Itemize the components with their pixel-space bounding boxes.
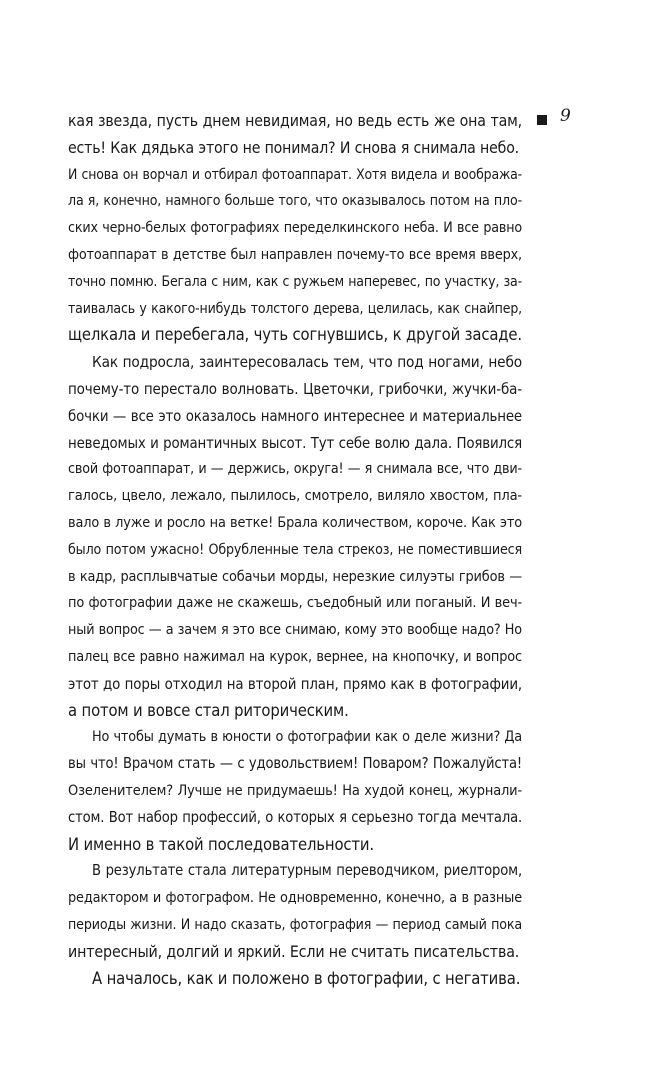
text-line: по фотографии даже не скажешь, съедобный или поганый. И веч-: [68, 595, 522, 612]
text-line: А началось, как и положено в фотографии, с негатива.: [92, 968, 521, 988]
text-line: И именно в такой последовательности.: [68, 834, 374, 854]
text-line: Как подросла, заинтересовалась тем, что под ногами, небо: [92, 353, 522, 372]
body-text: [68, 108, 522, 992]
text-line: щелкала и перебегала, чуть согнувшись, к другой засаде.: [68, 325, 522, 345]
text-line: И снова он ворчал и отбирал фотоаппарат. Хотя видела и вообража-: [68, 166, 522, 183]
text-line: неведомых и романтичных высот. Тут себе волю дала. Появился: [68, 433, 522, 452]
text-line: периоды жизни. И надо сказать, фотография — период самый пока: [68, 916, 522, 933]
text-line: в кадр, расплывчатые собачьи морды, нерезкие силуэты грибов —: [68, 568, 522, 585]
text-line: Озеленителем? Лучше не придумаешь! На худой конец, журнали-: [68, 782, 522, 799]
text-line: редактором и фотографом. Не одновременно, конечно, а в разные: [68, 890, 522, 907]
text-line: а потом и вовсе стал риторическим.: [68, 700, 349, 720]
text-line: вы что! Врачом стать — с удовольствием! Поваром? Пожалуйста!: [68, 755, 522, 773]
text-line: почему-то перестало волновать. Цветочки, грибочки, жучки-ба-: [68, 379, 522, 398]
text-line: есть! Как дядька этого не понимал? И снова я снимала небо.: [68, 137, 520, 157]
page-marker-square: [537, 115, 547, 125]
text-line: Но чтобы думать в юности о фотографии как о деле жизни? Да: [92, 729, 522, 746]
text-line: В результате стала литературным переводчиком, риелтором,: [92, 862, 522, 880]
text-line: ла я, конечно, намного больше того, что оказывалось потом на пло-: [68, 193, 522, 210]
text-line: кая звезда, пусть днем невидимая, но ведь есть же она там,: [68, 111, 522, 130]
text-line: ный вопрос — а зачем я это все снимаю, кому это вообще надо? Но: [68, 622, 522, 639]
text-line: таивалась у какого-нибудь толстого дерева, целилась, как снайпер,: [68, 300, 522, 317]
text-line: стом. Вот набор профессий, о которых я серьезно тогда мечтала.: [68, 808, 522, 826]
text-line: галось, цвело, лежало, пылилось, смотрело, виляло хвостом, пла-: [68, 488, 522, 505]
text-line: этот до поры отходил на второй план, прямо как в фотографии,: [68, 674, 522, 693]
text-line: ских черно-белых фотографиях переделкинского неба. И все равно: [68, 220, 522, 237]
text-line: точно помню. Бегала с ним, как с ружьем наперевес, по участку, за-: [68, 273, 522, 290]
text-line: свой фотоаппарат, и — держись, округа! — я снимала все, что дви-: [68, 461, 522, 478]
text-line: интересный, долгий и яркий. Если не считать писательства.: [68, 941, 520, 961]
page-number: 9: [560, 106, 571, 126]
text-line: палец все равно нажимал на курок, вернее, на кнопочку, и вопрос: [68, 648, 522, 665]
text-line: вало в луже и росло на ветке! Брала количеством, короче. Как это: [68, 514, 522, 531]
text-line: бочки — все это оказалось намного интереснее и материальнее: [68, 406, 522, 425]
text-line: фотоаппарат в детстве был направлен почему-то все время вверх,: [68, 246, 522, 263]
text-line: было потом ужасно! Обрубленные тела стрекоз, не поместившиеся: [68, 541, 522, 558]
